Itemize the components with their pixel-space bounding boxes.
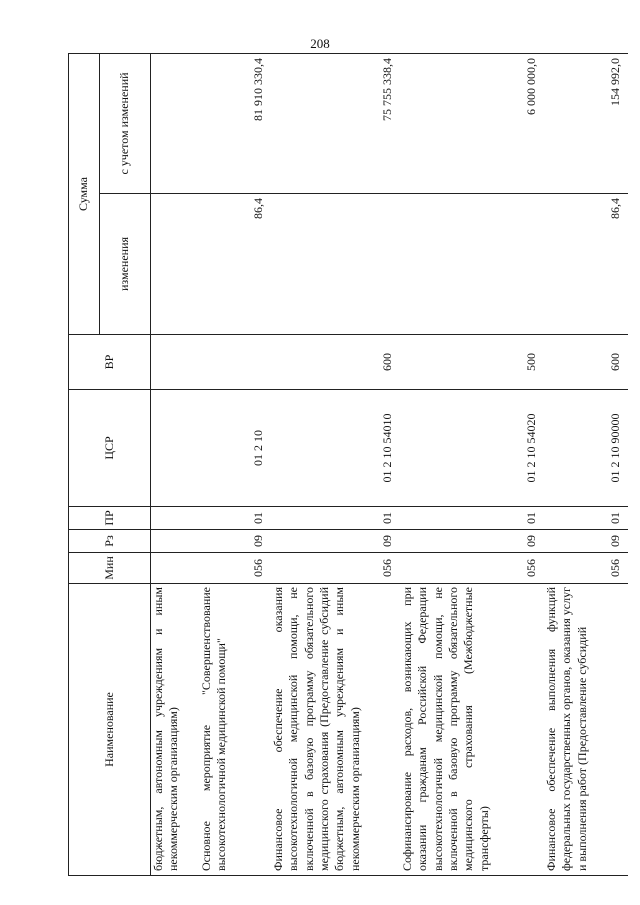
row-csr: 01 2 10 90000 [544,390,628,507]
row-min: 056 [199,553,271,584]
row-pr: 01 [271,507,400,530]
header-rz: Рз [69,530,151,553]
row-vr: 600 [271,335,400,390]
row-changes [271,194,400,335]
row-changes [151,194,200,335]
row-rz [151,530,200,553]
header-csr: ЦСР [69,390,151,507]
row-pr: 01 [544,507,628,530]
row-rz: 09 [400,530,544,553]
row-pr: 01 [199,507,271,530]
row-with-changes: 81 910 330,4 [199,53,271,193]
row-vr: 600 [544,335,628,390]
row-name: Финансовое обеспечение выполнения функций федеральных государственных органов, оказания услуг и выполнения работ (Предоставление субсидий [544,584,628,876]
row-csr: 01 2 10 54010 [271,390,400,507]
row-min: 056 [544,553,628,584]
row-rz: 09 [271,530,400,553]
header-min: Мин [69,553,151,584]
row-min [151,553,200,584]
row-min: 056 [400,553,544,584]
row-name: Финансовое обеспечение оказания высокотехнологичной медицинской помощи, не включенной в базовую программу обязательного медицинского страхования (Предоставление субсидий бюджетным, автономным учреждениям и иным некоммерческим организациям) [271,584,400,876]
table-row [400,53,544,875]
row-name: Основное мероприятие "Совершенствование высокотехнологичной медицинской помощи" [199,584,271,876]
table-body [151,53,629,875]
row-pr: 01 [400,507,544,530]
row-name: бюджетным, автономным учреждениям и иным некоммерческим организациям) [151,584,200,876]
table-row [271,53,400,875]
row-with-changes: 75 755 338,4 [271,53,400,193]
row-with-changes [151,53,200,193]
row-pr [151,507,200,530]
table-row [544,53,628,875]
header-pr: ПР [69,507,151,530]
table-header [69,53,151,875]
header-changes: изменения [100,194,151,335]
row-changes: 86,4 [544,194,628,335]
row-csr: 01 2 10 54020 [400,390,544,507]
row-name: Софинансирование расходов, возникающих при оказании гражданам Российской Федерации высокотехнологичной медицинской помощи, не включенной в базовую программу обязательного медицинского страхования (Межбюджетные трансферты) [400,584,544,876]
header-sum: Сумма [69,53,100,334]
page-number: 208 [310,36,330,51]
row-vr [199,335,271,390]
row-rz: 09 [544,530,628,553]
budget-table [68,53,628,876]
row-csr [151,390,200,507]
row-csr: 01 2 10 [199,390,271,507]
row-min: 056 [271,553,400,584]
row-changes: 86,4 [199,194,271,335]
table-row [151,53,200,875]
row-vr: 500 [400,335,544,390]
header-with-changes: с учетом изменений [100,53,151,193]
rotated-table-container [68,54,622,876]
header-vr: ВР [69,335,151,390]
row-changes [400,194,544,335]
row-rz: 09 [199,530,271,553]
header-name: Наименование [69,584,151,876]
row-vr [151,335,200,390]
row-with-changes: 6 000 000,0 [400,53,544,193]
table-row [199,53,271,875]
row-with-changes: 154 992,0 [544,53,628,193]
